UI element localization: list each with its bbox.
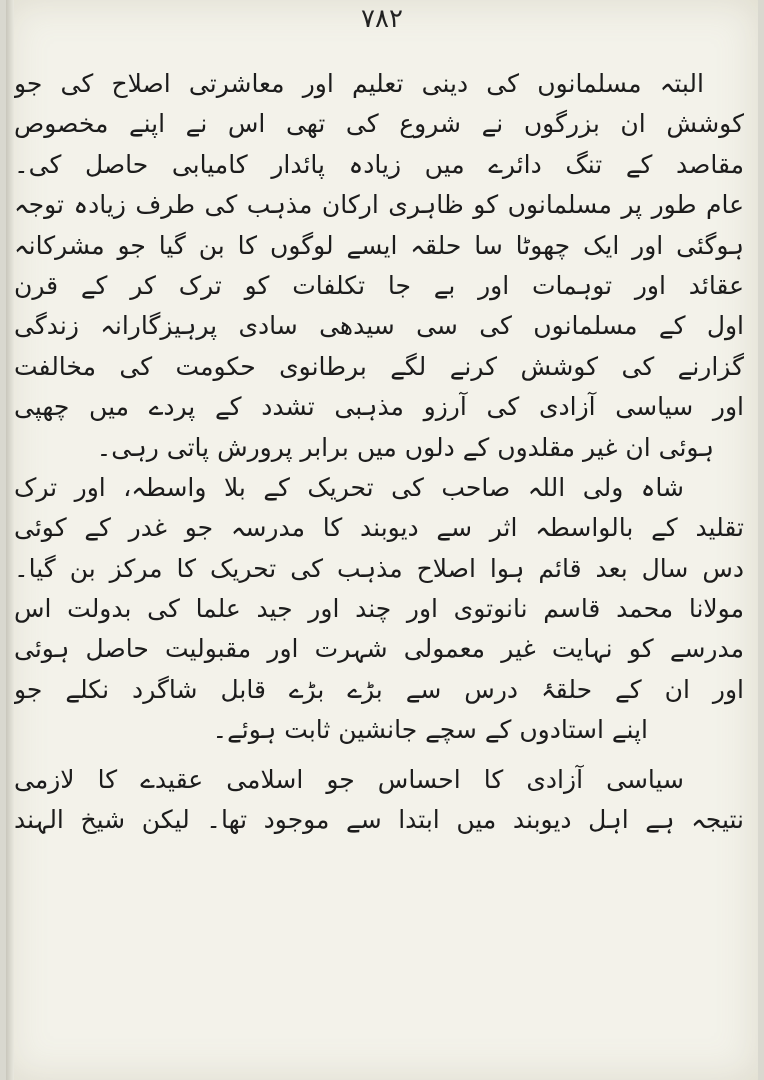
text-line: عام طور پر مسلمانوں کو ظاہری ارکان مذہب کی طرف زیادہ توجہ	[14, 190, 744, 220]
text-line: ہوئی ان غیر مقلدوں کے دلوں میں برابر پرورش پاتی رہی۔	[96, 432, 714, 462]
text-line: سیاسی آزادی کا احساس جو اسلامی عقیدے کا لازمی	[14, 764, 684, 794]
text-line: مولانا محمد قاسم نانوتوی اور چند اور جید علما کی بدولت اس	[14, 594, 744, 624]
text-line: اور سیاسی آزادی کی آرزو مذہبی تشدد کے پردے میں چھپی	[14, 392, 744, 422]
text-line: شاہ ولی اللہ صاحب کی تحریک کے بلا واسطہ، اور ترک	[14, 472, 684, 502]
text-line: گزارنے کی کوشش کرنے لگے برطانوی حکومت کی مخالفت	[14, 351, 744, 381]
binding-edge	[6, 0, 14, 1080]
text-line: نتیجہ ہے اہل دیوبند میں ابتدا سے موجود تھا۔ لیکن شیخ الہند	[14, 805, 744, 835]
page-number: ۷۸۲	[361, 4, 403, 34]
text-line: مقاصد کے تنگ دائرے میں زیادہ پائدار کامیابی حاصل کی۔	[14, 149, 744, 179]
text-line: مدرسے کو نہایت غیر معمولی شہرت اور مقبولیت حاصل ہوئی	[14, 634, 744, 664]
text-line: ہوگئی اور ایک چھوٹا سا حلقہ ایسے لوگوں کا بن گیا جو مشرکانہ	[14, 230, 744, 260]
text-line: البتہ مسلمانوں کی دینی تعلیم اور معاشرتی اصلاح کی جو	[14, 69, 704, 98]
text-line: دس سال بعد قائم ہوا اصلاح مذہب کی تحریک کا مرکز بن گیا۔	[14, 553, 744, 583]
text-line: عقائد اور توہمات اور بے جا تکلفات کو ترک کر کے قرن	[14, 270, 744, 300]
text-line: اپنے استادوں کے سچے جانشین ثابت ہوئے۔	[212, 715, 648, 745]
handwritten-text-body	[14, 64, 744, 840]
text-line: تقلید کے بالواسطہ اثر سے دیوبند کا مدرسہ جو غدر کے کوئی	[14, 513, 744, 543]
paragraph-gap	[14, 751, 744, 760]
text-line: اول کے مسلمانوں کی سی سیدھی سادی پرہیزگارانہ زندگی	[14, 311, 744, 341]
text-line: اور ان کے حلقۂ درس سے بڑے بڑے قابل شاگرد نکلے جو	[14, 674, 744, 704]
text-line: کوشش ان بزرگوں نے شروع کی تھی اس نے اپنے مخصوص	[14, 109, 744, 139]
